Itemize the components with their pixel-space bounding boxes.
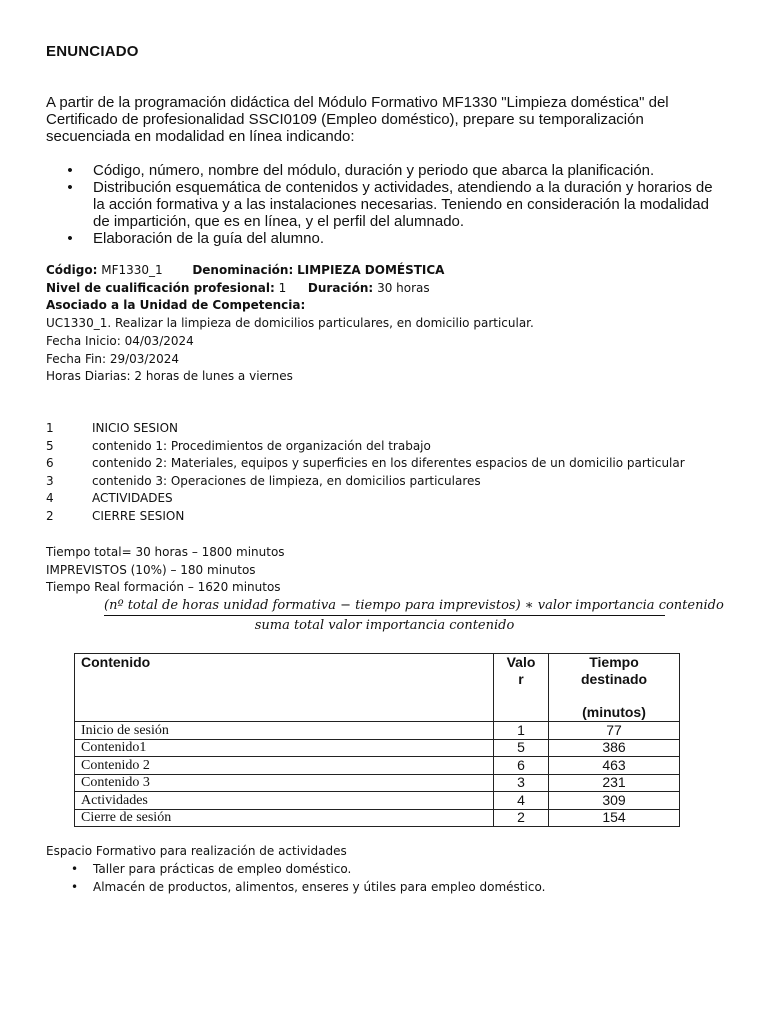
formula-numerator: (nº total de horas unidad formativa − tiempo para imprevistos) ∗ valor importancia contenido (104, 598, 665, 616)
competency-unit: UC1330_1. Realizar la limpieza de domicilios particulares, en domicilio particular. (46, 316, 534, 331)
module-code-row: Código: MF1330_1 Denominación: LIMPIEZA DOMÉSTICA (46, 263, 445, 277)
list-item: • Almacén de productos, alimentos, enseres y útiles para empleo doméstico. (71, 880, 546, 894)
table-row: Contenido 2 6 463 (75, 757, 680, 775)
end-date: Fecha Fin: 29/03/2024 (46, 351, 179, 366)
column-header-valor: Valo r (494, 654, 549, 722)
table-row: Actividades 4 309 (75, 792, 680, 810)
page-title: ENUNCIADO (46, 43, 139, 60)
schedule-item: 4 ACTIVIDADES (46, 491, 173, 506)
bullet-icon: • (67, 162, 73, 179)
formula-denominator: suma total valor importancia contenido (254, 618, 515, 633)
training-space (46, 842, 545, 896)
task-list (66, 162, 726, 247)
content-schedule (46, 420, 736, 526)
time-summary (46, 544, 285, 597)
module-level: 1 (278, 280, 287, 295)
column-header-tiempo: Tiempo destinado (minutos) (549, 654, 680, 722)
bullet-icon: • (71, 862, 79, 876)
training-space-title: Espacio Formativo para realización de actividades (46, 844, 347, 858)
table-row: Inicio de sesión 1 77 (75, 722, 680, 740)
list-item: • Distribución esquemática de contenidos y actividades, atendiendo a la duración y horarios de la acción formativa y a las instalaciones necesarias. Teniendo en consideración la modalidad de impartición, que es en línea, y el perfil del alumnado. (67, 179, 713, 230)
list-item: • Elaboración de la guía del alumno. (67, 230, 324, 247)
schedule-item: 5 contenido 1: Procedimientos de organización del trabajo (46, 438, 431, 453)
schedule-item: 2 CIERRE SESION (46, 508, 185, 523)
start-date: Fecha Inicio: 04/03/2024 (46, 333, 194, 348)
table-row: Contenido 3 3 231 (75, 774, 680, 792)
schedule-item: 1 INICIO SESION (46, 421, 179, 435)
total-time: Tiempo total= 30 horas – 1800 minutos (46, 545, 285, 559)
column-header-contenido: Contenido (75, 654, 494, 722)
module-code: MF1330_1 (101, 263, 163, 277)
module-level-row: Nivel de cualificación profesional: 1 Duración: 30 horas (46, 280, 430, 295)
intro-paragraph: A partir de la programación didáctica del Módulo Formativo MF1330 "Limpieza doméstica" del Certificado de profesionalidad SSCI0109 (Empleo doméstico), prepare su temporalización secuenciada en modalidad en línea indicando: (46, 94, 669, 145)
schedule-item: 6 contenido 2: Materiales, equipos y superficies en los diferentes espacios de un domicilio particular (46, 456, 685, 471)
schedule-item: 3 contenido 3: Operaciones de limpieza, en domicilios particulares (46, 473, 481, 488)
list-item: • Taller para prácticas de empleo doméstico. (71, 862, 352, 876)
daily-hours: Horas Diarias: 2 horas de lunes a viernes (46, 369, 293, 384)
bullet-icon: • (67, 230, 73, 247)
bullet-icon: • (67, 179, 73, 196)
table-header-row (75, 654, 680, 722)
competency-label: Asociado a la Unidad de Competencia: (46, 298, 306, 313)
table-row: Cierre de sesión 2 154 (75, 809, 680, 827)
module-info (46, 262, 736, 386)
contingency-time: IMPREVISTOS (10%) – 180 minutos (46, 562, 256, 577)
module-duration: 30 horas (377, 280, 430, 295)
training-space-list (46, 860, 545, 896)
table-row: Contenido1 5 386 (75, 739, 680, 757)
time-formula (104, 598, 724, 633)
time-allocation-table (74, 653, 680, 827)
bullet-icon: • (71, 880, 79, 894)
list-item: • Código, número, nombre del módulo, duración y periodo que abarca la planificación. (67, 162, 655, 179)
real-time: Tiempo Real formación – 1620 minutos (46, 580, 281, 595)
module-name: LIMPIEZA DOMÉSTICA (297, 263, 445, 277)
